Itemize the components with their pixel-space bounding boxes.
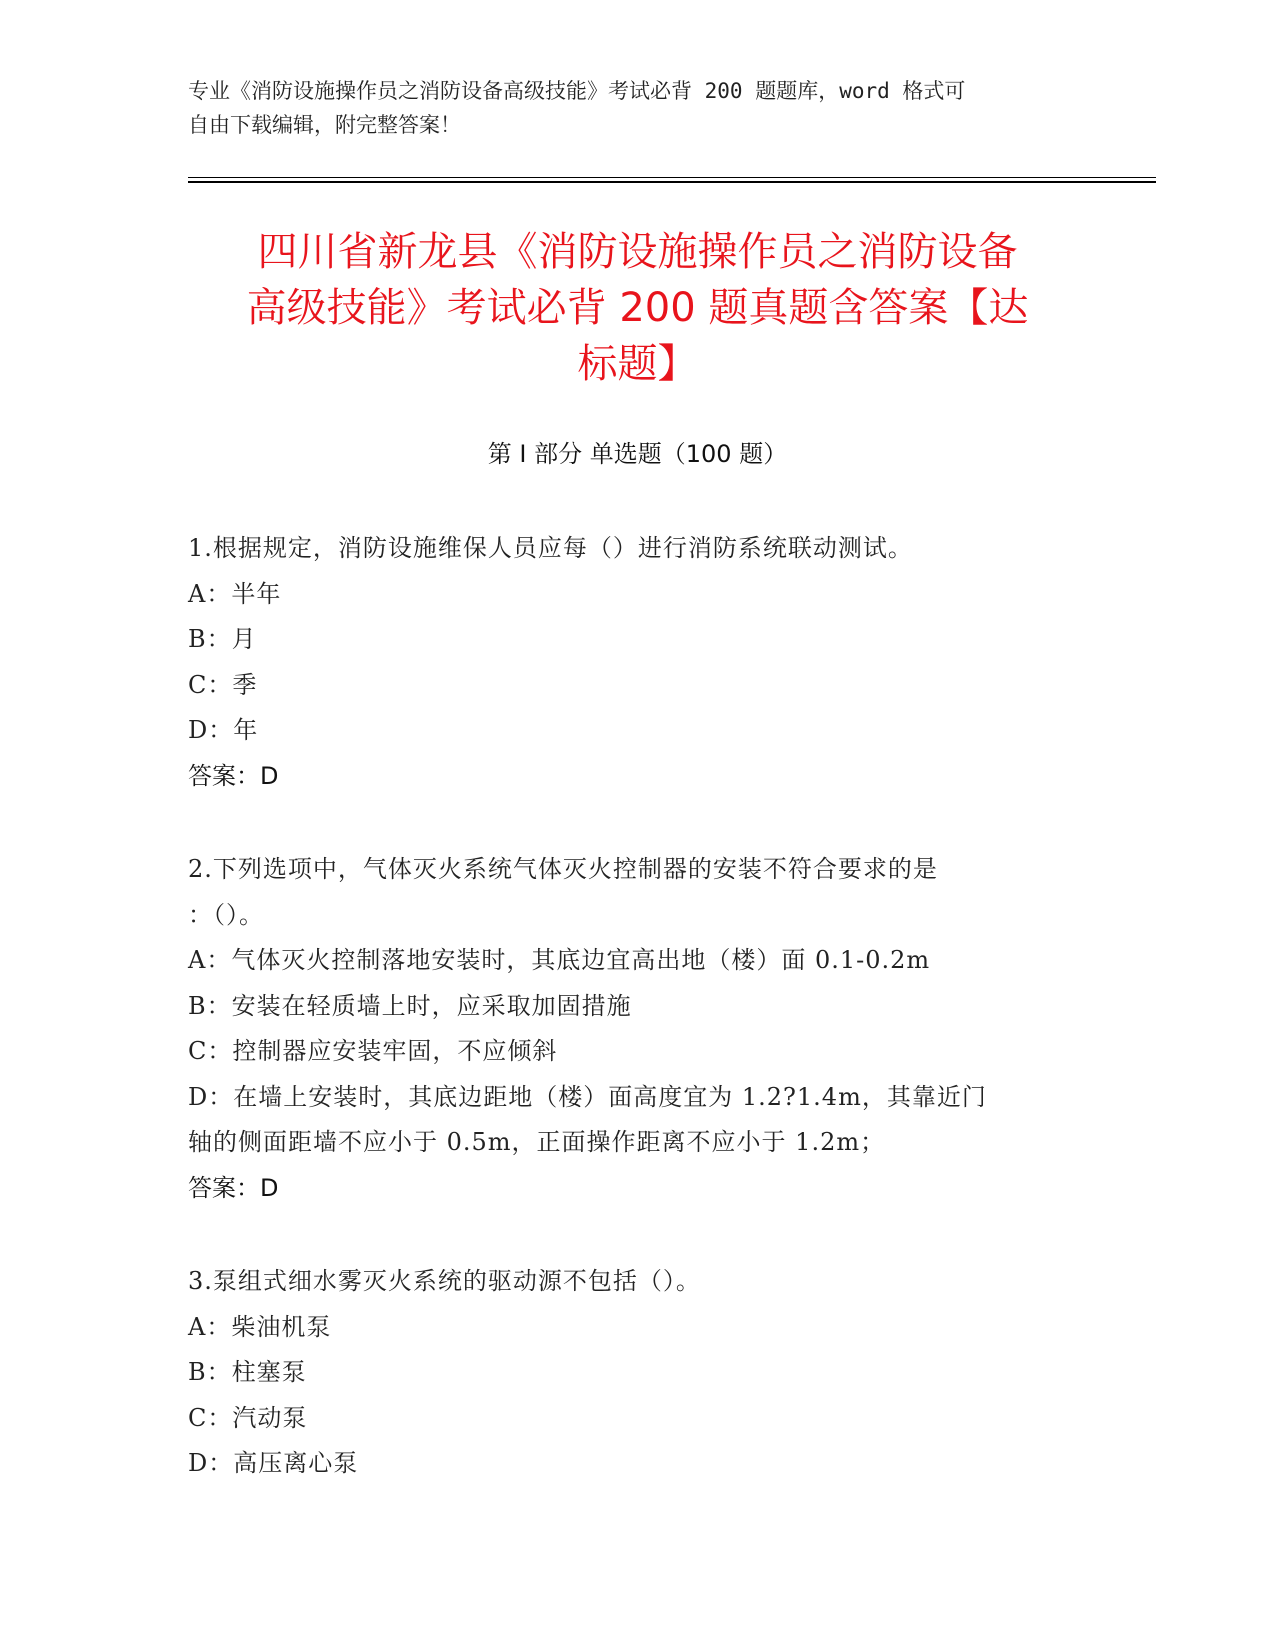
question-stem: 2.下列选项中，气体灭火系统气体灭火控制器的安装不符合要求的是	[188, 855, 938, 883]
option-a: A：柴油机泵	[188, 1312, 332, 1341]
document-title-line-3: 标题】	[577, 341, 698, 387]
question-3	[188, 1259, 1088, 1487]
option-c: C：季	[188, 670, 258, 699]
header-rule-thin	[188, 177, 1156, 178]
option-b: B：月	[188, 625, 257, 653]
option-a: A：气体灭火控制落地安装时，其底边宜高出地（楼）面 0.1-0.2m	[188, 946, 931, 974]
question-1	[188, 526, 1088, 799]
header-note-line-2: 自由下载编辑，附完整答案！	[188, 113, 461, 137]
option-d: D：高压离心泵	[188, 1449, 359, 1477]
question-2	[188, 847, 1088, 1211]
question-list	[188, 526, 1088, 1487]
answer: 答案：D	[188, 761, 279, 790]
answer: 答案：D	[188, 1173, 279, 1202]
option-d: D：在墙上安装时，其底边距地（楼）面高度宜为 1.2?1.4m，其靠近门	[188, 1082, 987, 1111]
document-title-line-2: 高级技能》考试必背 200 题真题含答案【达	[246, 285, 1029, 331]
option-d-continued: 轴的侧面距墙不应小于 0.5m，正面操作距离不应小于 1.2m；	[188, 1128, 886, 1156]
option-a: A：半年	[188, 579, 282, 608]
section-title: 第 I 部分 单选题（100 题）	[487, 440, 788, 468]
question-stem: 3.泵组式细水雾灭火系统的驱动源不包括（）。	[188, 1267, 701, 1295]
option-d: D：年	[188, 716, 259, 744]
option-b: B：安装在轻质墙上时，应采取加固措施	[188, 991, 632, 1020]
question-stem: 1.根据规定，消防设施维保人员应每（）进行消防系统联动测试。	[188, 534, 913, 562]
option-c: C：控制器应安装牢固，不应倾斜	[188, 1037, 558, 1065]
option-b: B：柱塞泵	[188, 1358, 307, 1386]
header-rule-thick	[188, 181, 1156, 183]
header-note-line-1: 专业《消防设施操作员之消防设备高级技能》考试必背 200 题题库，word 格式可	[188, 79, 966, 103]
document-title	[100, 224, 1175, 392]
option-c: C：汽动泵	[188, 1403, 308, 1432]
question-spacer	[188, 799, 1088, 847]
document-title-line-1: 四川省新龙县《消防设施操作员之消防设备	[257, 229, 1018, 275]
header-note	[188, 74, 1068, 142]
question-stem-continued: ：（）。	[188, 900, 264, 929]
question-spacer	[188, 1211, 1088, 1259]
